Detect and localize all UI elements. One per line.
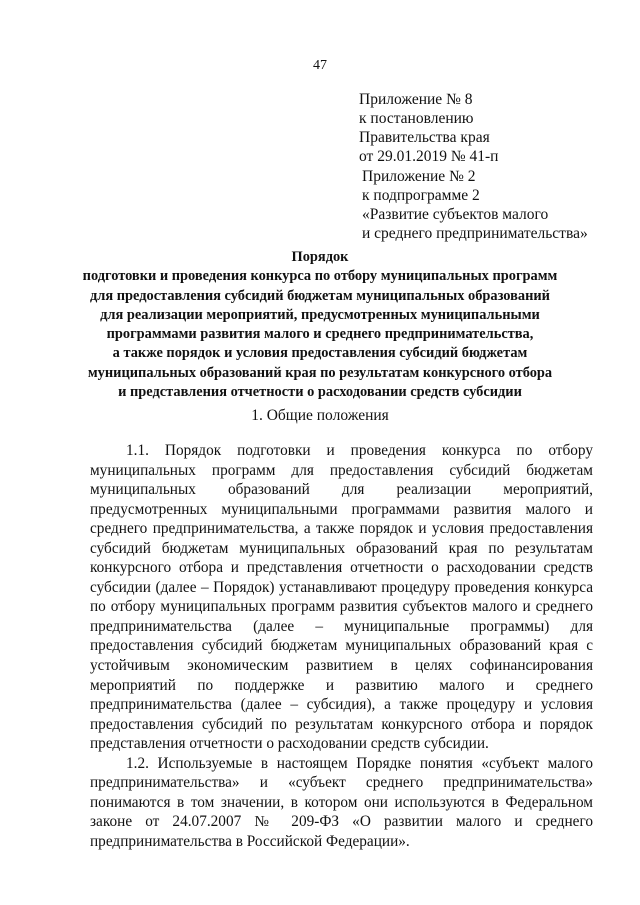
title-line: а также порядок и условия предоставления субсидий бюджетам: [112, 345, 528, 362]
appendix-sub-line: «Развитие субъектов малого: [362, 206, 549, 223]
paragraph-1-line: предоставления субсидий по результатам конкурсного отбора и порядок: [90, 715, 593, 733]
appendix-main-block: [359, 90, 498, 166]
document-title: [60, 248, 580, 402]
paragraph-1-line: предоставления субсидий бюджетам муниципальных образований края с: [90, 637, 593, 655]
paragraph-1-line: конкурсного отбора и представления отчетности о расходовании средств: [90, 559, 593, 577]
paragraph-1-line: устойчивым экономическим развитием в целях софинансирования: [90, 657, 593, 675]
paragraph-2-line: понимаются в том значении, в котором они используются в Федеральном: [90, 793, 593, 811]
appendix-sub-line: к подпрограмме 2: [362, 187, 480, 204]
paragraph-1-line: представления отчетности о расходовании средств субсидии.: [90, 735, 489, 753]
appendix-sub-line: и среднего предпринимательства»: [362, 225, 588, 242]
section-heading: 1. Общие положения: [251, 407, 389, 424]
paragraph-1-line: 1.1. Порядок подготовки и проведения конкурса по отбору: [126, 442, 593, 459]
paragraph-1-line: муниципальных образований для реализации мероприятий,: [90, 481, 593, 499]
paragraph-1-line: по отбору муниципальных программ развития субъектов малого и среднего: [90, 598, 593, 616]
appendix-main-line: Правительства края: [359, 129, 490, 146]
title-line: для предоставления субсидий бюджетам муниципальных образований: [90, 287, 550, 304]
title-line: и представления отчетности о расходовании средств субсидии: [118, 384, 522, 401]
title-line: подготовки и проведения конкурса по отбору муниципальных программ: [82, 268, 558, 285]
paragraph-1-line: субсидии (далее – Порядок) устанавливают процедуру проведения конкурса: [90, 578, 593, 596]
paragraph-1-line: предусмотренных муниципальными программами развития малого и: [90, 500, 593, 518]
paragraph-2-line: предпринимательства» и «субъект среднего предпринимательства»: [90, 774, 593, 792]
paragraph-1-line: муниципальных программ для предоставления субсидий бюджетам: [90, 461, 593, 479]
title-line: Порядок: [291, 249, 349, 265]
paragraph-1-line: субсидий бюджетам муниципальных образований края по результатам: [90, 539, 593, 557]
appendix-sub-block: [362, 167, 588, 243]
title-line: программами развития малого и среднего предпринимательства,: [106, 326, 534, 343]
paragraph-1-line: предпринимательства (далее – субсидия), а также процедуру и условия: [90, 696, 593, 714]
title-line: муниципальных образований края по результатам конкурсного отбора: [87, 364, 553, 381]
paragraph-1-line: среднего предпринимательства, а также порядок и условия предоставления: [90, 520, 593, 538]
page-number: 47: [313, 58, 327, 73]
paragraph-1-line: мероприятий по поддержке и развитию малого и среднего: [90, 676, 593, 694]
appendix-main-line: к постановлению: [359, 110, 474, 127]
paragraph-2-line: 1.2. Используемые в настоящем Порядке понятия «субъект малого: [126, 754, 593, 772]
appendix-main-line: Приложение № 8: [359, 91, 473, 108]
body-text: [90, 441, 593, 851]
appendix-sub-line: Приложение № 2: [362, 168, 476, 185]
paragraph-1-line: предпринимательства (далее – муниципальные программы) для: [90, 617, 593, 635]
paragraph-2-line: законе от 24.07.2007 № 209-ФЗ «О развитии малого и среднего: [90, 813, 593, 831]
title-line: для реализации мероприятий, предусмотренных муниципальными: [100, 306, 540, 323]
appendix-main-line: от 29.01.2019 № 41-п: [359, 148, 499, 165]
paragraph-2-line: предпринимательства в Российской Федерации».: [90, 832, 410, 850]
